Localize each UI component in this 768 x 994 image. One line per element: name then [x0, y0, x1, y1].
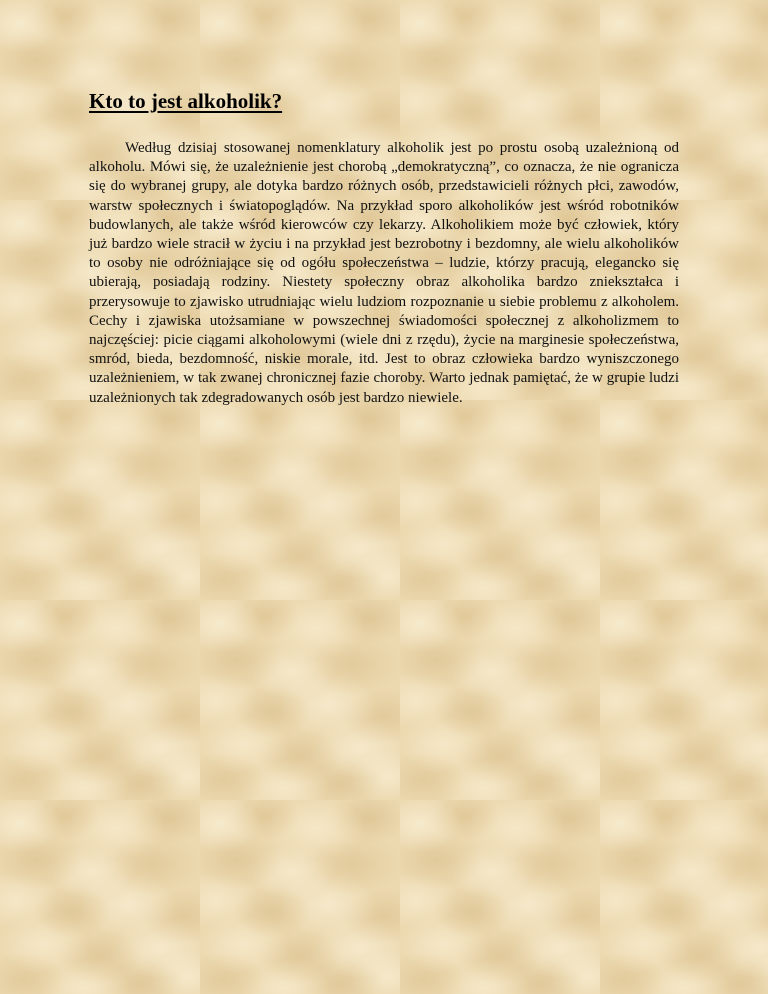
document-title: Kto to jest alkoholik?: [89, 89, 283, 113]
document-content: [89, 88, 679, 408]
body-paragraph: Według dzisiaj stosowanej nomenklatury alkoholik jest po prostu osobą uzależnioną od alkoholu. Mówi się, że uzależnienie jest chorobą „demokratyczną”, co oznacza, że nie ogranicza się do wybranej grupy, ale dotyka bardzo różnych osób, przedstawicieli różnych płci, zawodów, warstw społecznych i światopoglądów. Na przykład sporo alkoholików jest wśród robotników budowlanych, ale także wśród kierowców czy lekarzy. Alkoholikiem może być człowiek, który już bardzo wiele stracił w życiu i na przykład jest bezrobotny i bezdomny, ale wielu alkoholików to osoby nie odróżniające się od ogółu społeczeństwa – ludzie, którzy pracują, elegancko się ubierają, posiadają rodziny. Niestety społeczny obraz alkoholika bardzo zniekształca i przerysowuje to zjawisko utrudniając wielu ludziom rozpoznanie u siebie problemu z alkoholem. Cechy i zjawiska utożsamiane w powszechnej świadomości społecznej z alkoholizmem to najczęściej: picie ciągami alkoholowymi (wiele dni z rzędu), życie na marginesie społeczeństwa, smród, bieda, bezdomność, niskie morale, itd. Jest to obraz człowieka bardzo wyniszczonego uzależnieniem, w tak zwanej chronicznej fazie choroby. Warto jednak pamiętać, że w grupie ludzi uzależnionych tak zdegradowanych osób jest bardzo niewiele.: [89, 140, 679, 406]
